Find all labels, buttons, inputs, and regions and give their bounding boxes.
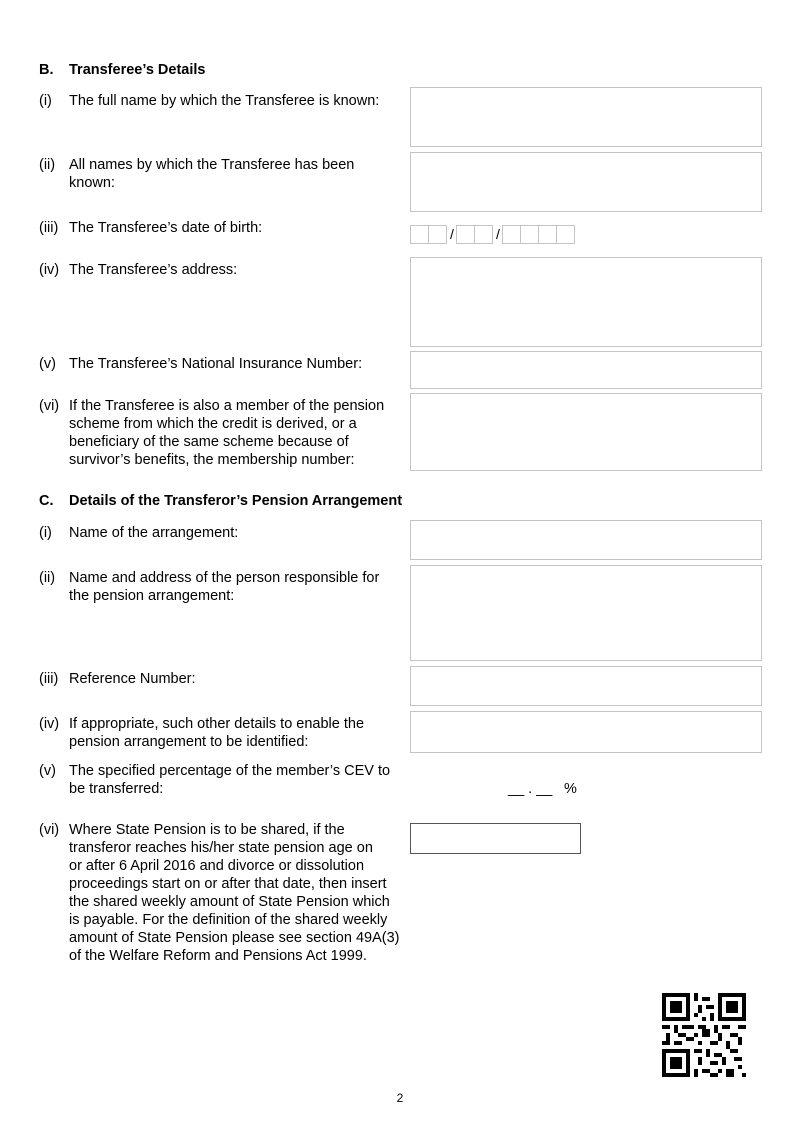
dob-day-digit-2[interactable] <box>428 225 447 244</box>
dob-month-digit-2[interactable] <box>474 225 493 244</box>
transferee-dob-field <box>410 225 580 244</box>
b-ii-number: (ii) <box>39 157 56 173</box>
state-pension-amount-field[interactable] <box>410 823 581 854</box>
c-iv-label: If appropriate, such other details to enable the pension arrangement to be identified: <box>69 716 365 750</box>
c-vi-label: Where State Pension is to be shared, if the transferor reaches his/her state pension age on or after 6 April 2016 and divorce or dissolution proceedings start on or after that date, then insert the shared weekly amount of State Pension which is payable. For the definition of the shared weekly amount of State Pension please see section 49A(3) of the Welfare Reform and Pensions Act 1999. <box>69 822 400 964</box>
b-v-number: (v) <box>39 356 56 372</box>
c-i-number: (i) <box>39 525 52 541</box>
dob-year-digit-4[interactable] <box>556 225 575 244</box>
c-v-label: The specified percentage of the member’s CEV to be transferred: <box>69 763 391 797</box>
arrangement-name-field[interactable] <box>410 520 762 560</box>
b-iv-label: The Transferee’s address: <box>69 262 238 278</box>
section-b-letter: B. <box>39 62 54 78</box>
qr-code-icon <box>662 993 746 1077</box>
c-ii-number: (ii) <box>39 570 56 586</box>
b-ii-label: All names by which the Transferee has been known: <box>69 157 355 191</box>
b-iii-label: The Transferee’s date of birth: <box>69 220 263 236</box>
transferee-ni-number-field[interactable] <box>410 351 762 389</box>
c-v-number: (v) <box>39 763 56 779</box>
b-i-number: (i) <box>39 93 52 109</box>
other-details-field[interactable] <box>410 711 762 753</box>
dob-separator-1: / <box>450 226 454 242</box>
transferee-membership-number-field[interactable] <box>410 393 762 471</box>
b-i-label: The full name by which the Transferee is known: <box>69 93 380 109</box>
section-b-title: Transferee’s Details <box>69 62 206 78</box>
b-vi-number: (vi) <box>39 398 60 414</box>
c-i-label: Name of the arrangement: <box>69 525 239 541</box>
percent-sign: % <box>564 781 577 797</box>
dob-month-digit-1[interactable] <box>456 225 475 244</box>
dob-day-digit-1[interactable] <box>410 225 429 244</box>
b-iv-number: (iv) <box>39 262 60 278</box>
c-iii-label: Reference Number: <box>69 671 196 687</box>
c-iv-number: (iv) <box>39 716 60 732</box>
section-c-letter: C. <box>39 493 54 509</box>
page-number: 2 <box>396 1091 404 1105</box>
c-ii-label: Name and address of the person responsible for the pension arrangement: <box>69 570 380 604</box>
section-c-title: Details of the Transferor’s Pension Arrangement <box>69 493 403 509</box>
c-vi-number: (vi) <box>39 822 60 838</box>
transferee-full-name-field[interactable] <box>410 87 762 147</box>
dob-year-digit-1[interactable] <box>502 225 521 244</box>
dob-year-digit-2[interactable] <box>520 225 539 244</box>
b-v-label: The Transferee’s National Insurance Number: <box>69 356 363 372</box>
b-iii-number: (iii) <box>39 220 59 236</box>
transferee-address-field[interactable] <box>410 257 762 347</box>
reference-number-field[interactable] <box>410 666 762 706</box>
transferee-all-names-field[interactable] <box>410 152 762 212</box>
b-vi-label: If the Transferee is also a member of the pension scheme from which the credit is derived, or a beneficiary of the same scheme because of survivor’s benefits, the membership number: <box>69 398 385 468</box>
responsible-person-field[interactable] <box>410 565 762 661</box>
dob-separator-2: / <box>496 226 500 242</box>
percentage-input[interactable]: __ . __ <box>508 781 553 797</box>
dob-year-digit-3[interactable] <box>538 225 557 244</box>
c-iii-number: (iii) <box>39 671 59 687</box>
